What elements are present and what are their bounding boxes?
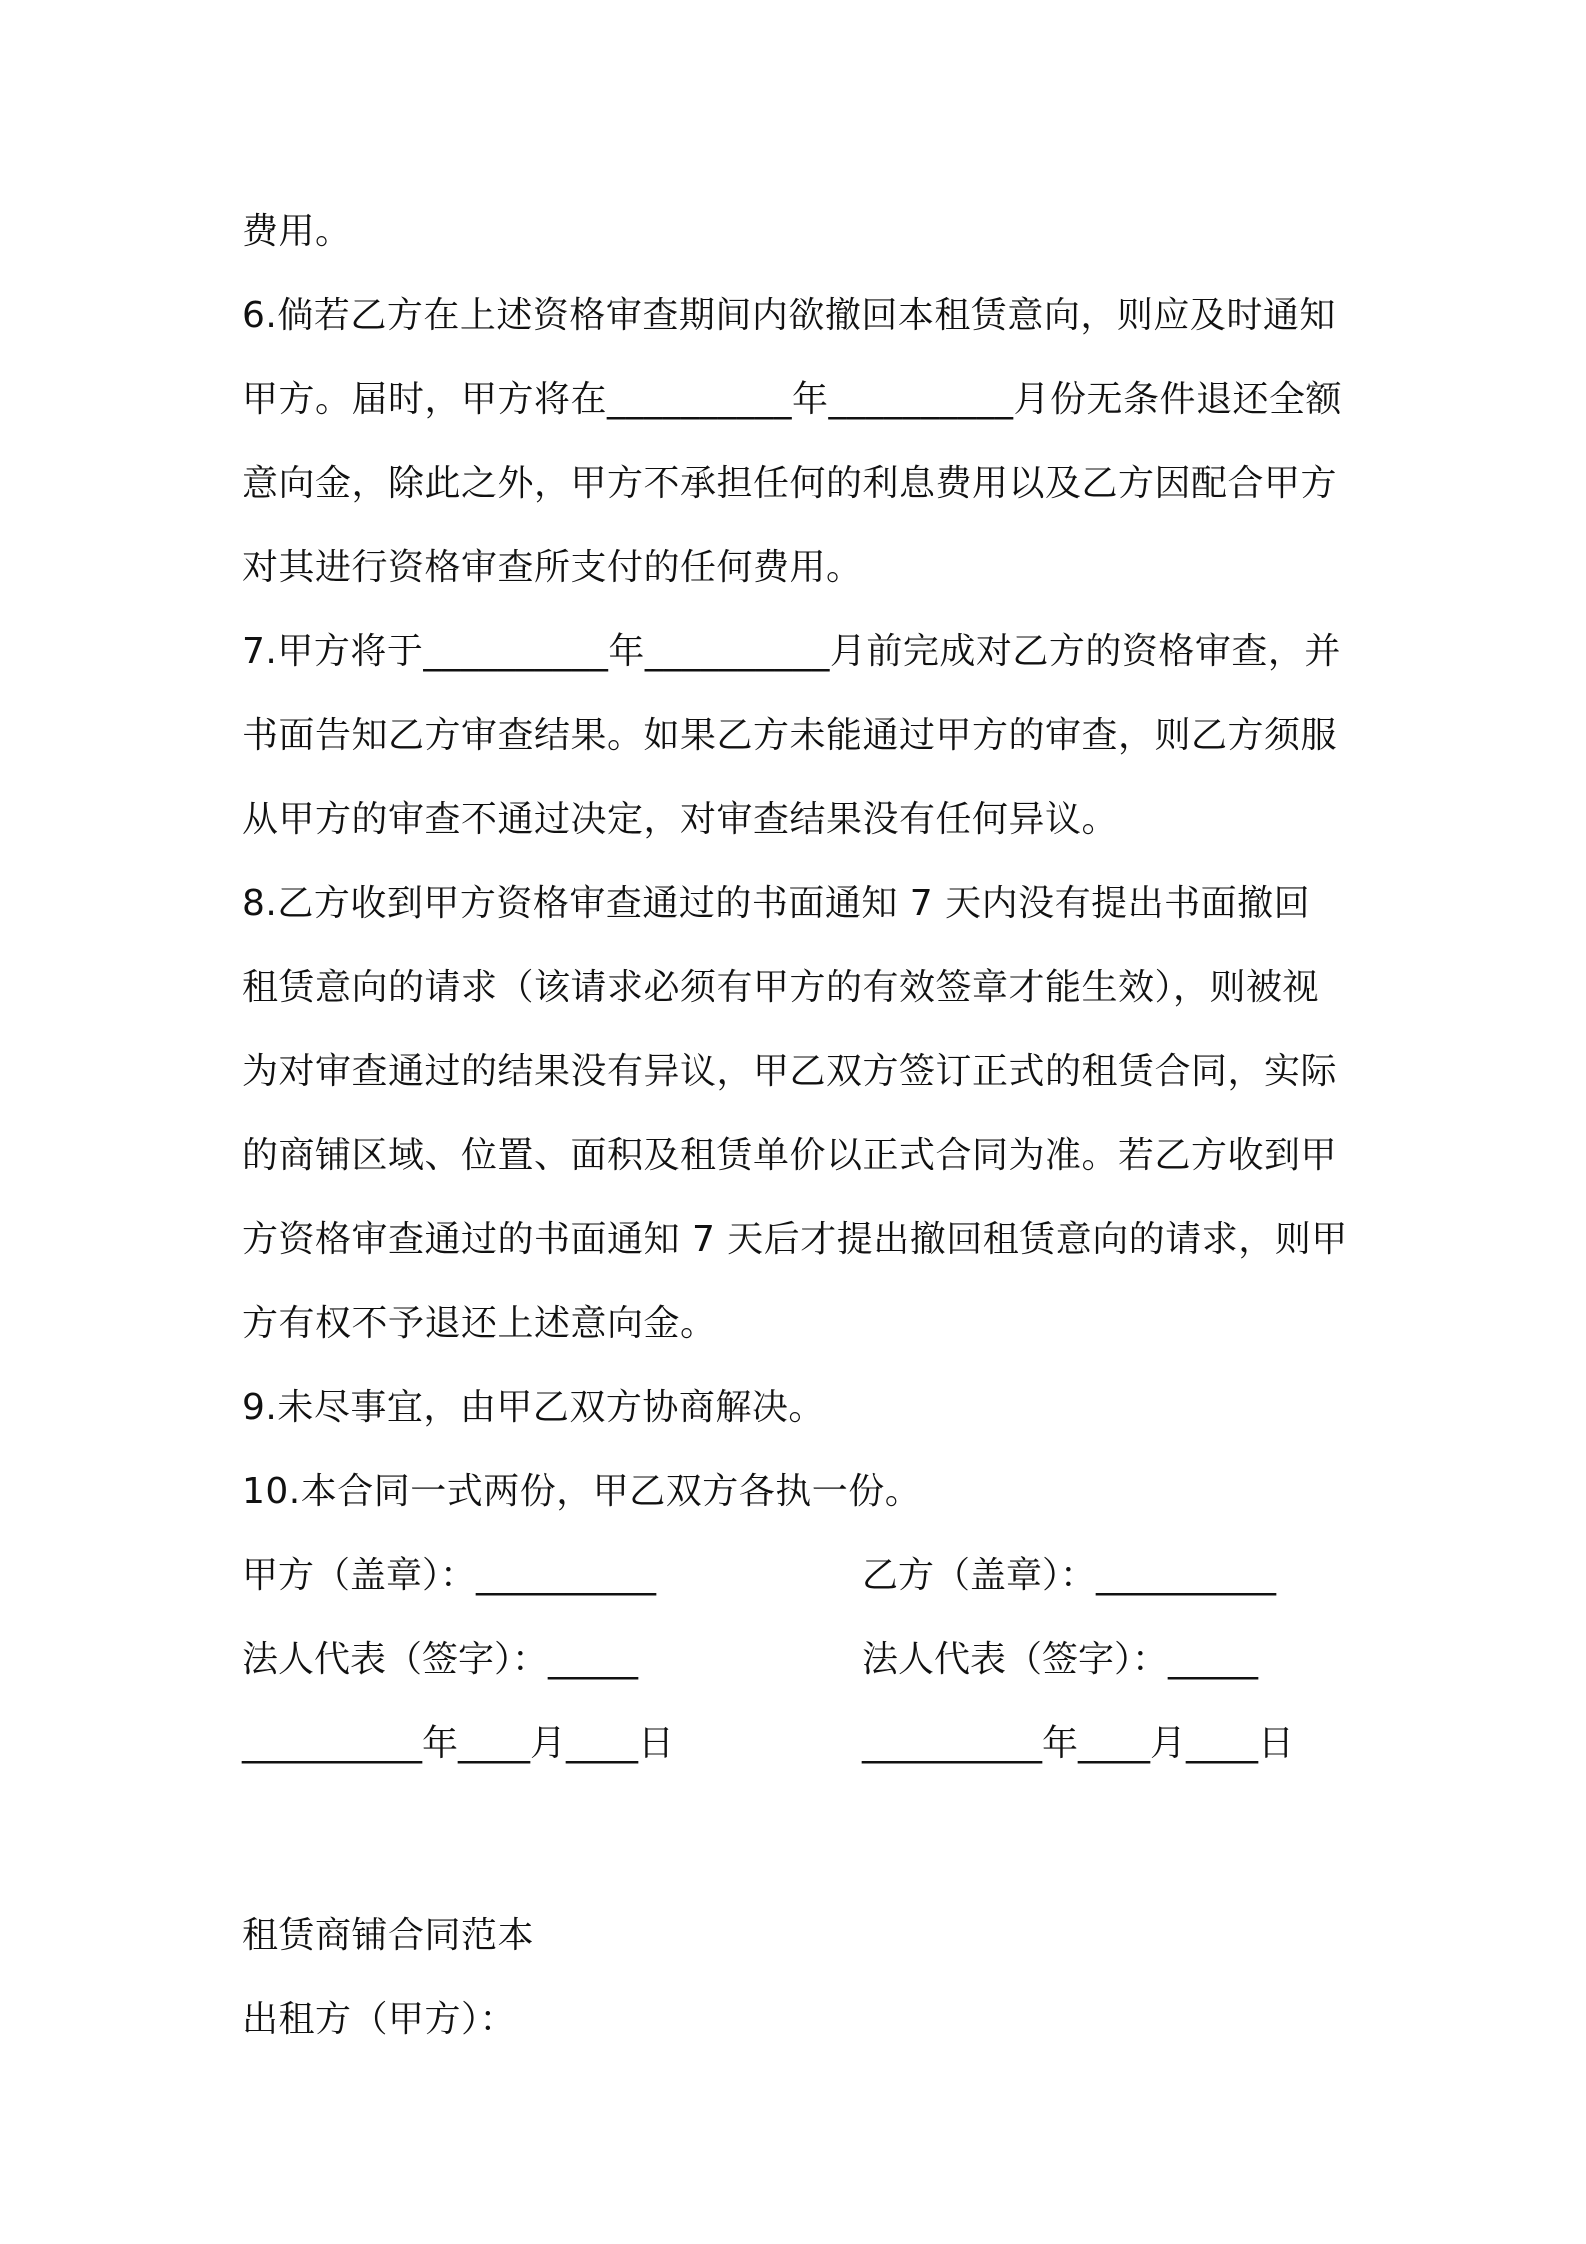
paragraph-line: 费用。 [242, 211, 352, 252]
party-b-date-field: __________年____月____日 [862, 1723, 1294, 1764]
paragraph-line: 对其进行资格审查所支付的任何费用。 [242, 547, 863, 588]
paragraph-line: 方有权不予退还上述意向金。 [242, 1303, 717, 1344]
signature-date-row [242, 1702, 1352, 1786]
party-a-representative-field: 法人代表（签字）：_____ [242, 1639, 639, 1680]
paragraph-line: 的商铺区域、位置、面积及租赁单价以正式合同为准。若乙方收到甲 [242, 1135, 1338, 1176]
paragraph-line: 7.甲方将于__________年__________月前完成对乙方的资格审查，并 [242, 631, 1341, 672]
paragraph-line: 为对审查通过的结果没有异议，甲乙双方签订正式的租赁合同，实际 [242, 1051, 1338, 1092]
lessor-label: 出租方（甲方）： [242, 1999, 517, 2040]
paragraph-line: 10.本合同一式两份，甲乙双方各执一份。 [242, 1471, 922, 1512]
paragraph-line: 9.未尽事宜，由甲乙双方协商解决。 [242, 1387, 825, 1428]
party-a-date-field: __________年____月____日 [242, 1723, 674, 1764]
paragraph-line: 书面告知乙方审查结果。如果乙方未能通过甲方的审查，则乙方须服 [242, 715, 1338, 756]
party-b-representative-field: 法人代表（签字）：_____ [862, 1639, 1259, 1680]
signature-seal-row [242, 1534, 1352, 1618]
document-body [242, 190, 1352, 2062]
party-b-seal-field: 乙方（盖章）：__________ [862, 1555, 1277, 1596]
paragraph-line: 甲方。届时，甲方将在__________年__________月份无条件退还全额 [242, 379, 1343, 420]
paragraph-line: 从甲方的审查不通过决定，对审查结果没有任何异议。 [242, 799, 1119, 840]
signature-representative-row [242, 1618, 1352, 1702]
section-title: 租赁商铺合同范本 [242, 1915, 535, 1956]
party-a-seal-field: 甲方（盖章）：__________ [242, 1555, 657, 1596]
paragraph-line: 8.乙方收到甲方资格审查通过的书面通知 7 天内没有提出书面撤回 [242, 883, 1311, 924]
paragraph-line: 意向金，除此之外，甲方不承担任何的利息费用以及乙方因配合甲方 [242, 463, 1338, 504]
paragraph-line: 6.倘若乙方在上述资格审查期间内欲撤回本租赁意向，则应及时通知 [242, 295, 1336, 336]
paragraph-line: 方资格审查通过的书面通知 7 天后才提出撤回租赁意向的请求，则甲 [242, 1219, 1348, 1260]
paragraph-line: 租赁意向的请求（该请求必须有甲方的有效签章才能生效），则被视 [242, 967, 1320, 1008]
section-gap [242, 1786, 1352, 1894]
